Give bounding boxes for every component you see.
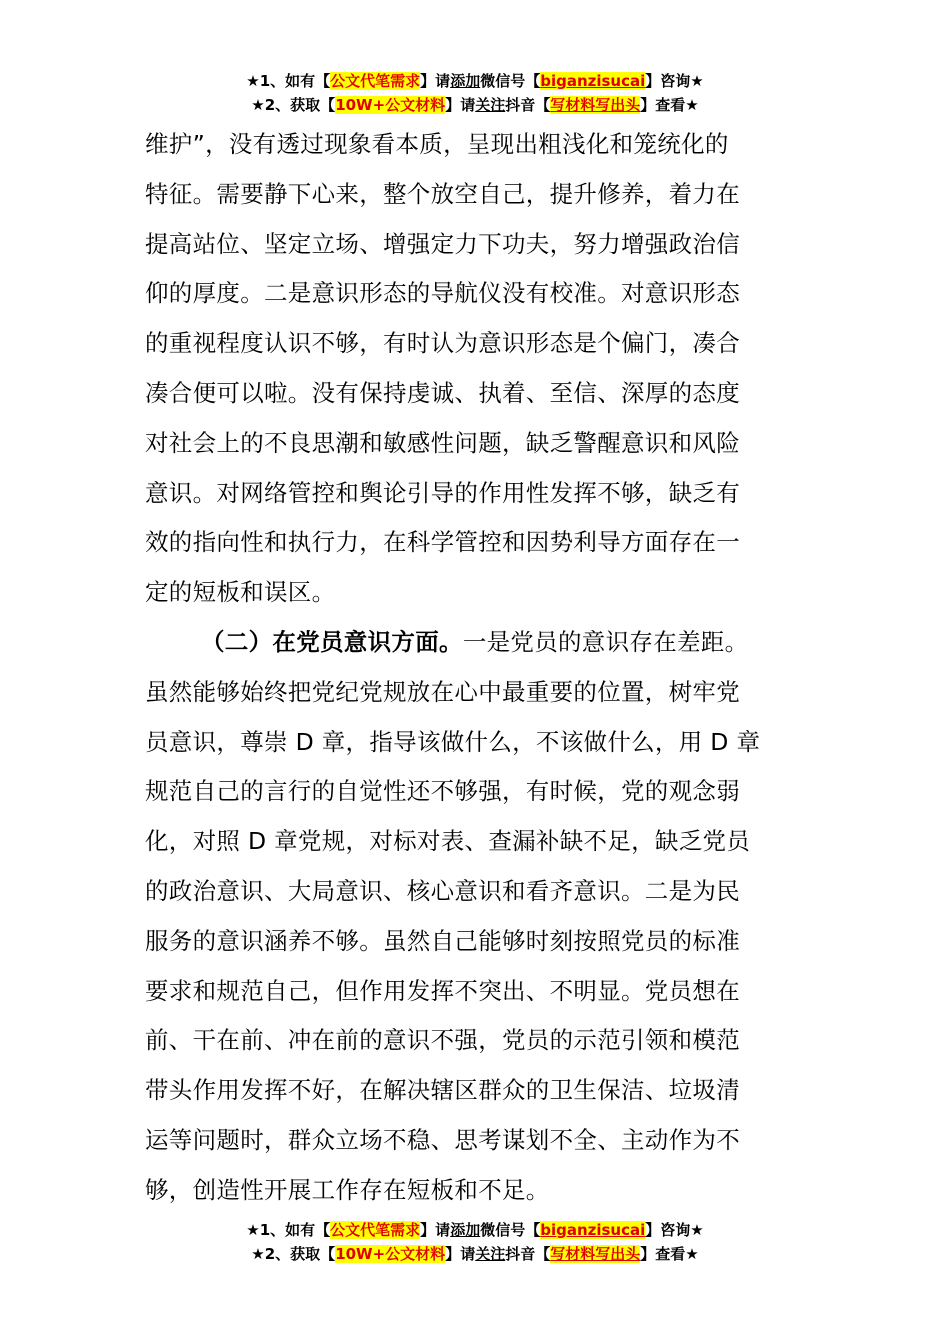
promo-banner-bottom — [0, 1218, 950, 1266]
promo-line-1 — [0, 1218, 950, 1242]
promo-highlight: 公文代笔需求 — [330, 1221, 421, 1239]
text-line: 要求和规范自己，但作用发挥不突出、不明显。党员想在 — [145, 976, 740, 1005]
promo-text: 微信号【 — [480, 72, 541, 90]
promo-text: ★1、如有【 — [246, 1221, 331, 1239]
promo-text: 】查看★ — [640, 1245, 699, 1263]
promo-highlight: 公文代笔需求 — [330, 72, 421, 90]
text-line: 的重视程度认识不够，有时认为意识形态是个偏门，凑合 — [145, 329, 740, 358]
text-line: 的政治意识、大局意识、核心意识和看齐意识。二是为民 — [145, 876, 740, 905]
section-heading-line — [145, 618, 815, 668]
promo-text: 】咨询★ — [645, 72, 704, 90]
wechat-id: biganzisucai — [540, 72, 646, 90]
promo-banner-top — [0, 69, 950, 117]
text-line: 规范自己的言行的自觉性还不够强，有时候，党的观念弱 — [145, 777, 740, 806]
text-line: 前、干在前、冲在前的意识不强，党员的示范引领和模范 — [145, 1026, 740, 1055]
promo-text: ★2、获取【 — [251, 1245, 336, 1263]
promo-text: 微信号【 — [480, 1221, 541, 1239]
section-heading: （二）在党员意识方面。 — [201, 627, 463, 656]
promo-underline: 添加 — [450, 72, 481, 90]
promo-text: 】请 — [420, 72, 451, 90]
douyin-id: 写材料写出头 — [550, 96, 641, 114]
text-line: 提高站位、坚定立场、增强定力下功夫，努力增强政治信 — [145, 229, 740, 258]
text-line: 带头作用发挥不好，在解决辖区群众的卫生保洁、垃圾清 — [145, 1076, 740, 1105]
text-line: 运等问题时，群众立场不稳、思考谋划不全、主动作为不 — [145, 1125, 740, 1154]
promo-text: ★1、如有【 — [246, 72, 331, 90]
text-line: 意识。对网络管控和舆论引导的作用性发挥不够，缺乏有 — [145, 478, 740, 507]
promo-text: 】咨询★ — [645, 1221, 704, 1239]
promo-text: 】请 — [420, 1221, 451, 1239]
promo-text: 】请 — [445, 1245, 476, 1263]
promo-highlight: 10W+公文材料 — [335, 96, 446, 114]
text-span: 一是党员的意识存在差距。 — [462, 627, 749, 656]
text-line: 化，对照 D 章党规，对标对表、查漏补缺不足，缺乏党员 — [145, 827, 751, 856]
text-line: 员意识，尊崇 D 章，指导该做什么，不该做什么，用 D 章 — [145, 727, 761, 756]
promo-underline: 关注 — [475, 96, 506, 114]
promo-text: 抖音【 — [505, 1245, 551, 1263]
promo-text: ★2、获取【 — [251, 96, 336, 114]
promo-underline: 添加 — [450, 1221, 481, 1239]
text-line: 虽然能够始终把党纪党规放在心中最重要的位置，树牢党 — [145, 677, 740, 706]
text-line: 效的指向性和执行力，在科学管控和因势利导方面存在一 — [145, 528, 740, 557]
promo-text: 】查看★ — [640, 96, 699, 114]
promo-line-2 — [0, 1242, 950, 1266]
wechat-id: biganzisucai — [540, 1221, 646, 1239]
text-line: 特征。需要静下心来，整个放空自己，提升修养，着力在 — [145, 179, 740, 208]
douyin-id: 写材料写出头 — [550, 1245, 641, 1263]
promo-line-1 — [0, 69, 950, 93]
promo-highlight: 10W+公文材料 — [335, 1245, 446, 1263]
body-text — [145, 120, 815, 1216]
text-line: 仰的厚度。二是意识形态的导航仪没有校准。对意识形态 — [145, 279, 740, 308]
promo-text: 】请 — [445, 96, 476, 114]
promo-text: 抖音【 — [505, 96, 551, 114]
text-line: 维护”，没有透过现象看本质，呈现出粗浅化和笼统化的 — [145, 130, 729, 158]
promo-underline: 关注 — [475, 1245, 506, 1263]
text-line: 定的短板和误区。 — [145, 578, 336, 607]
text-line: 够，创造性开展工作存在短板和不足。 — [145, 1175, 550, 1204]
text-line: 服务的意识涵养不够。虽然自己能够时刻按照党员的标准 — [145, 926, 740, 955]
promo-line-2 — [0, 93, 950, 117]
text-line: 凑合便可以啦。没有保持虔诚、执着、至信、深厚的态度 — [145, 378, 740, 407]
text-line: 对社会上的不良思潮和敏感性问题，缺乏警醒意识和风险 — [145, 428, 740, 457]
